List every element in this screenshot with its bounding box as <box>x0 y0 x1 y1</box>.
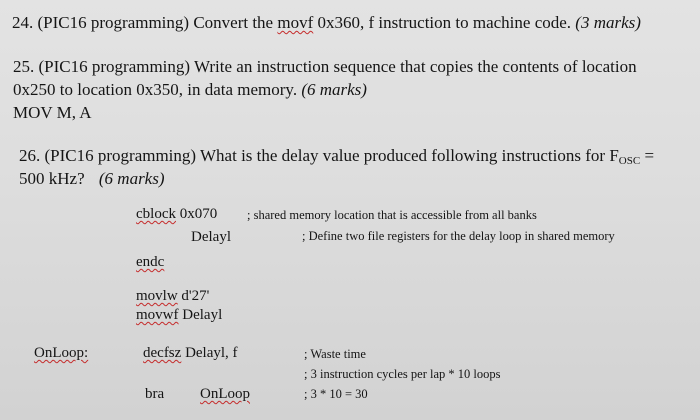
q25-answer: MOV M, A <box>13 103 92 122</box>
code-decfsz-line <box>143 345 238 362</box>
code-movlw-keyword: movlw <box>136 288 178 304</box>
q24-marks: (3 marks) <box>575 13 641 32</box>
code-movlw-line <box>136 288 209 305</box>
code-delay-comment: ; Define two file registers for the delay loop in shared memory <box>302 229 615 243</box>
code-movlw-literal: d'27' <box>181 288 210 304</box>
code-decfsz-keyword: decfsz <box>143 345 182 361</box>
code-cblock-address: 0x070 <box>179 206 218 222</box>
code-movwf-operand: Delayl <box>182 307 223 323</box>
code-bra-keyword: bra <box>145 386 165 402</box>
code-cblock-line <box>136 206 217 223</box>
q25-line1: 25. (PIC16 programming) Write an instruction sequence that copies the contents of location <box>13 57 637 76</box>
q26-line2-text: 500 kHz? <box>19 169 85 188</box>
code-endc-keyword: endc <box>136 254 165 270</box>
q25-marks: (6 marks) <box>301 80 367 99</box>
code-waste-comment: ; Waste time <box>304 347 366 361</box>
q25-line2 <box>13 80 367 100</box>
q26-equals: = <box>644 146 655 165</box>
q24-suffix: instruction to machine code. <box>378 13 572 32</box>
fosc-subscript: OSC <box>618 155 641 167</box>
code-total-comment: ; 3 * 10 = 30 <box>304 387 368 401</box>
code-cblock-comment: ; shared memory location that is accessible from all banks <box>247 208 537 222</box>
q24-instruction-operands: 0x360, f <box>317 13 375 32</box>
q26-marks: (6 marks) <box>98 169 165 188</box>
q26-line2 <box>19 169 165 189</box>
code-movwf-line <box>136 307 222 324</box>
question-24 <box>12 13 641 33</box>
code-delay-variable: Delayl <box>191 229 231 245</box>
code-bra-target: OnLoop <box>200 386 250 402</box>
code-cblock-keyword: cblock <box>136 206 176 222</box>
code-decfsz-operand: Delayl, f <box>185 345 238 361</box>
q26-line1-text: 26. (PIC16 programming) What is the delay value produced following instructions for F <box>19 146 619 165</box>
code-cycles-comment: ; 3 instruction cycles per lap * 10 loops <box>304 367 501 381</box>
code-movwf-keyword: movwf <box>136 307 179 323</box>
q24-instruction-mnemonic: movf <box>277 13 314 32</box>
q25-line2-text: 0x250 to location 0x350, in data memory. <box>13 80 298 99</box>
q24-prefix: 24. (PIC16 programming) Convert the <box>12 13 274 32</box>
q26-line1 <box>19 146 654 168</box>
code-onloop-label: OnLoop: <box>34 345 89 361</box>
